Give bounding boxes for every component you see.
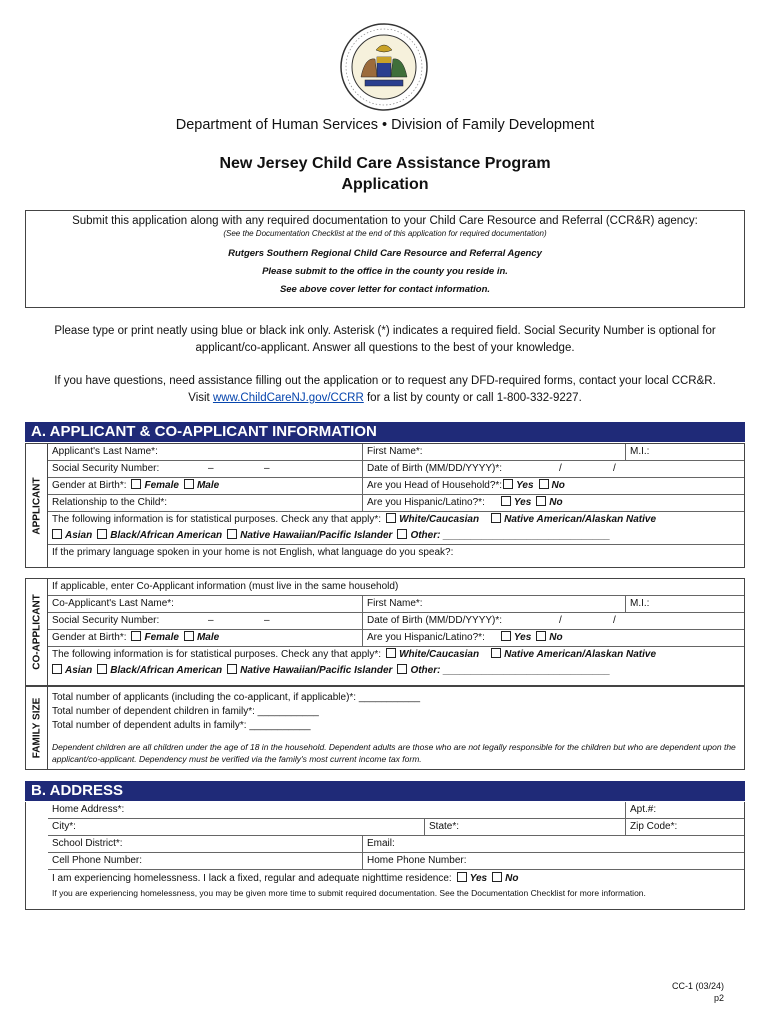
cell-phone-field[interactable]: Cell Phone Number: <box>52 855 143 866</box>
coapplicant-native-american-checkbox[interactable] <box>491 648 501 658</box>
home-phone-field[interactable]: Home Phone Number: <box>362 853 744 869</box>
state-field[interactable]: State*: <box>424 819 625 835</box>
coapplicant-mi-field[interactable]: M.I.: <box>625 596 744 612</box>
coapplicant-hawaiian-checkbox[interactable] <box>227 664 237 674</box>
family-size-label: FAMILY SIZE <box>31 697 42 759</box>
homeless-yes-checkbox[interactable] <box>457 872 467 882</box>
home-address-field[interactable]: Home Address*: <box>52 804 125 815</box>
coapplicant-gender-row: Gender at Birth*: Female Male Are you Hispanic/Latino?*: Yes No <box>48 630 744 647</box>
dependency-note: Dependent children are all children under the age of 18 in the household. Dependent adults are those who are not legally responsible for the children but who are dependent upon the applicant/co-applicant. Dependency must be verified via the family's most current income tax form. <box>52 742 736 764</box>
applicant-hispanic-no-checkbox[interactable] <box>536 496 546 506</box>
applicant-ssn-field[interactable]: Social Security Number: – – <box>52 463 270 474</box>
coapplicant-female-checkbox[interactable] <box>131 631 141 641</box>
applicant-name-row <box>48 444 744 461</box>
form-id: CC-1 (03/24) <box>671 981 724 991</box>
dependent-children-field[interactable]: Total number of dependent children in family*: ___________ <box>52 706 319 717</box>
coapplicant-hispanic-yes-checkbox[interactable] <box>501 631 511 641</box>
coapplicant-ssn-field[interactable]: Social Security Number: – – <box>52 615 270 626</box>
applicant-asian-checkbox[interactable] <box>52 529 62 539</box>
coapplicant-asian-checkbox[interactable] <box>52 664 62 674</box>
email-field[interactable]: Email: <box>362 836 744 852</box>
homelessness-row: I am experiencing homelessness. I lack a fixed, regular and adequate nighttime residence: Yes No If you are experiencing homelessness, you may be given more time to submit required documentation. See the Documentation Checklist for more information. <box>48 870 744 903</box>
section-a-header: A. APPLICANT & CO-APPLICANT INFORMATION <box>25 422 745 442</box>
applicant-head-no-checkbox[interactable] <box>539 479 549 489</box>
applicant-ssn-dob-row <box>48 461 744 478</box>
family-size-band <box>25 686 745 770</box>
school-district-field[interactable]: School District*: <box>52 838 123 849</box>
coapplicant-hispanic-no-checkbox[interactable] <box>536 631 546 641</box>
city-field[interactable]: City*: <box>52 821 76 832</box>
applicant-hawaiian-checkbox[interactable] <box>227 529 237 539</box>
applicant-race-row: The following information is for statistical purposes. Check any that apply*: White/Caucasian Native American/Alaskan Native Asian Black/African American Native Hawaiian/Pacific Islander Other: ______________________________ <box>48 512 744 545</box>
address-band <box>25 802 745 910</box>
applicant-band <box>25 443 745 568</box>
total-applicants-field[interactable]: Total number of applicants (including the co-applicant, if applicable)*: ___________ <box>52 692 421 703</box>
applicant-head-yes-checkbox[interactable] <box>503 479 513 489</box>
form-footer <box>672 980 724 1004</box>
agency-info: Rutgers Southern Regional Child Care Resource and Referral Agency Please submit to the office in the county you reside in. See above cover letter for contact information. <box>228 248 542 295</box>
applicant-black-checkbox[interactable] <box>97 529 107 539</box>
applicant-white-checkbox[interactable] <box>386 513 396 523</box>
applicant-dob-field[interactable]: Date of Birth (MM/DD/YYYY)*: / / <box>362 461 744 477</box>
applicant-label: APPLICANT <box>31 476 42 535</box>
page-title: New Jersey Child Care Assistance Program Application <box>219 155 551 193</box>
applicant-relationship-field[interactable]: Relationship to the Child*: <box>52 497 168 508</box>
general-instructions: Please type or print neatly using blue or black ink only. Asterisk (*) indicates a required field. Social Security Number is optional for applicant/co-applicant. Answer all questions to the best of your knowledge. <box>54 325 716 354</box>
applicant-male-checkbox[interactable] <box>184 479 194 489</box>
dependent-adults-field[interactable]: Total number of dependent adults in family*: ___________ <box>52 720 311 731</box>
coapplicant-male-checkbox[interactable] <box>184 631 194 641</box>
coapplicant-black-checkbox[interactable] <box>97 664 107 674</box>
applicant-gender-row: Gender at Birth*: Female Male Are you Head of Household?*: Yes No <box>48 478 744 495</box>
coapplicant-label: CO-APPLICANT <box>31 594 42 670</box>
applicant-language-field[interactable]: If the primary language spoken in your home is not English, what language do you speak?: <box>52 547 454 558</box>
applicant-last-name-field[interactable]: Applicant's Last Name*: <box>52 446 158 457</box>
coapplicant-intro-row: If applicable, enter Co-Applicant information (must live in the same household) <box>48 579 744 596</box>
home-address-row <box>48 802 744 819</box>
city-row <box>48 819 744 836</box>
department-line: Department of Human Services • Division of Family Development <box>175 117 595 133</box>
section-b-header: B. ADDRESS <box>25 781 745 801</box>
coapplicant-last-name-field[interactable]: Co-Applicant's Last Name*: <box>52 598 174 609</box>
submission-info-box <box>25 210 745 308</box>
applicant-other-checkbox[interactable] <box>397 529 407 539</box>
applicant-native-american-checkbox[interactable] <box>491 513 501 523</box>
coapplicant-first-name-field[interactable]: First Name*: <box>362 596 625 612</box>
applicant-language-row <box>48 545 744 562</box>
homeless-note: If you are experiencing homelessness, you may be given more time to submit required documentation. See the Documentation Checklist for more information. <box>52 888 646 898</box>
nj-state-seal <box>339 22 429 112</box>
applicant-first-name-field[interactable]: First Name*: <box>362 444 625 460</box>
page-number: p2 <box>713 993 724 1003</box>
ccrr-link[interactable]: www.ChildCareNJ.gov/CCRR <box>212 392 364 404</box>
applicant-mi-field[interactable]: M.I.: <box>625 444 744 460</box>
documentation-note: (See the Documentation Checklist at the end of this application for required documentation) <box>223 229 547 238</box>
coapplicant-dob-field[interactable]: Date of Birth (MM/DD/YYYY)*: / / <box>362 613 744 629</box>
applicant-female-checkbox[interactable] <box>131 479 141 489</box>
phone-row <box>48 853 744 870</box>
coapplicant-other-checkbox[interactable] <box>397 664 407 674</box>
school-email-row <box>48 836 744 853</box>
applicant-hispanic-yes-checkbox[interactable] <box>501 496 511 506</box>
apt-field[interactable]: Apt.#: <box>625 802 744 818</box>
contact-instructions: If you have questions, need assistance filling out the application or to request any DFD-required forms, contact your local CCR&R. Visit www.ChildCareNJ.gov/CCRR for a list by county or call 1-800-332-9227. <box>54 375 716 404</box>
zip-field[interactable]: Zip Code*: <box>625 819 744 835</box>
applicant-relationship-row: Relationship to the Child*: Are you Hispanic/Latino?*: Yes No <box>48 495 744 512</box>
submission-instruction: Submit this application along with any required documentation to your Child Care Resource and Referral (CCR&R) agency: <box>72 215 698 227</box>
coapplicant-ssn-dob-row <box>48 613 744 630</box>
coapplicant-name-row <box>48 596 744 613</box>
coapplicant-white-checkbox[interactable] <box>386 648 396 658</box>
coapplicant-band <box>25 578 745 686</box>
homeless-no-checkbox[interactable] <box>492 872 502 882</box>
coapplicant-race-row: The following information is for statistical purposes. Check any that apply*: White/Caucasian Native American/Alaskan Native Asian Black/African American Native Hawaiian/Pacific Islander Other: ______________________________ <box>52 649 657 676</box>
